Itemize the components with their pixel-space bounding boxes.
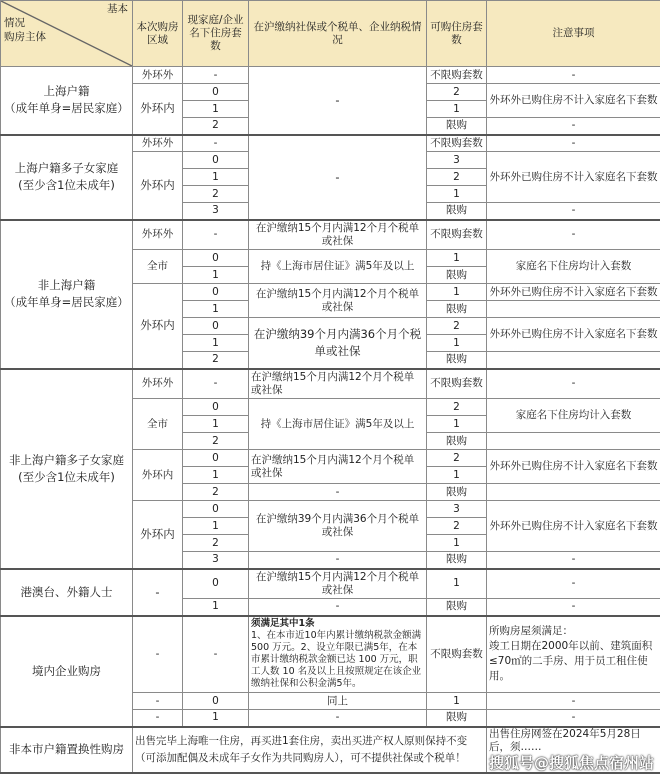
cell: 不限购套数	[427, 616, 487, 693]
cell: -	[183, 616, 249, 693]
cell: 限购	[427, 552, 487, 569]
header-notes: 注意事项	[487, 1, 660, 67]
header-count: 现家庭/企业名下住房套数	[183, 1, 249, 67]
cell: -	[183, 220, 249, 250]
cell: 在沪缴纳15个月内满12个月个税单或社保	[249, 450, 427, 484]
cell: 1	[183, 267, 249, 284]
header-diagonal-cell	[1, 1, 133, 67]
cell: 1	[427, 101, 487, 118]
cell: -	[487, 710, 660, 727]
cell: 2	[183, 186, 249, 203]
buyer-type: 非上海户籍多子女家庭 (至少含1位未成年)	[1, 369, 133, 569]
cell: 在沪缴纳39个月内满36个月个税单或社保	[249, 318, 427, 369]
cell: 外环外已购住房不计入家庭名下套数	[487, 318, 660, 352]
header-row	[1, 1, 660, 67]
cell: 外环内	[133, 284, 183, 369]
cell: -	[133, 710, 183, 727]
cell: 2	[427, 318, 487, 335]
buyer-type: 上海户籍 （成年单身=居民家庭）	[1, 67, 133, 135]
cell: 1	[183, 169, 249, 186]
cell: 1	[427, 335, 487, 352]
cell: 外环外	[133, 135, 183, 152]
cell: 1	[183, 710, 249, 727]
header-buyer: 购房主体	[4, 31, 46, 44]
cell: -	[249, 599, 427, 616]
cell: 1	[183, 416, 249, 433]
cell: 0	[183, 284, 249, 301]
cell: 2	[427, 399, 487, 416]
cell: 1	[183, 301, 249, 318]
cell: 0	[183, 399, 249, 416]
header-situation: 情况	[4, 17, 25, 30]
cell: 1	[427, 467, 487, 484]
cell: 2	[183, 535, 249, 552]
cell: -	[487, 693, 660, 710]
cell: 1	[183, 599, 249, 616]
cell: -	[183, 135, 249, 152]
cell: 0	[183, 318, 249, 335]
cell: 1	[427, 284, 487, 301]
cell: 1	[427, 693, 487, 710]
cell: 全市	[133, 399, 183, 450]
cell: 外环外	[133, 67, 183, 84]
cell: -	[487, 135, 660, 152]
cell: 1	[183, 467, 249, 484]
cell: 1	[427, 569, 487, 599]
cell: 所购房屋须满足： 竣工日期在2000年以前、建筑面积≤70㎡的二手房、用于员工租住使用。	[487, 616, 660, 693]
cell: 外环外已购住房不计入家庭名下套数	[487, 501, 660, 552]
cell: 2	[183, 352, 249, 369]
cell: 全市	[133, 250, 183, 284]
header-area: 本次购房区域	[133, 1, 183, 67]
cell: 1	[183, 518, 249, 535]
cell: 限购	[427, 599, 487, 616]
buyer-type: 非本市户籍置换性购房	[1, 727, 133, 773]
cell: 0	[183, 450, 249, 467]
cell: -	[249, 552, 427, 569]
conditions-title: 须满足其中1条	[251, 618, 424, 630]
cell: 限购	[427, 203, 487, 220]
cell: 家庭名下住房均计入套数	[487, 250, 660, 284]
cell: 0	[183, 501, 249, 518]
cell: -	[183, 369, 249, 399]
watermark: 搜狐号@搜狐焦点宿州站	[489, 754, 658, 772]
cell: 限购	[427, 267, 487, 284]
cell: 外环外已购住房不计入家庭名下套数	[487, 450, 660, 484]
cell: 家庭名下住房均计入套数	[487, 399, 660, 433]
enterprise-conditions	[249, 616, 427, 693]
header-basic: 基本	[107, 3, 128, 16]
cell: 外环内	[133, 84, 183, 135]
cell: 外环内	[133, 152, 183, 220]
cell: 在沪缴纳15个月内满12个月个税单或社保	[249, 369, 427, 399]
cell: 不限购套数	[427, 369, 487, 399]
header-allowed: 可购住房套数	[427, 1, 487, 67]
cell: 2	[427, 518, 487, 535]
cell: 限购	[427, 352, 487, 369]
cell: -	[133, 569, 183, 616]
cell: 2	[183, 433, 249, 450]
cell: -	[487, 203, 660, 220]
cell: 3	[427, 501, 487, 518]
cell: 2	[427, 84, 487, 101]
cell: 出售完毕上海唯一住房，再买进1套住房，卖出买进产权人原则保持不变（可添加配偶及未成年子女作为共同购房人），可不提供社保或个税单！	[133, 727, 487, 773]
cell: -	[487, 118, 660, 135]
cell: -	[249, 710, 427, 727]
cell: 1	[183, 335, 249, 352]
cell: 限购	[427, 433, 487, 450]
cell: -	[133, 693, 183, 710]
cell: -	[487, 67, 660, 84]
cell: -	[133, 616, 183, 693]
cell: -	[487, 552, 660, 569]
cell: 3	[183, 203, 249, 220]
buyer-type: 上海户籍多子女家庭 (至少含1位未成年)	[1, 135, 133, 220]
cell: 外环内	[133, 501, 183, 569]
cell: -	[487, 599, 660, 616]
cell: 在沪缴纳39个月内满36个月个税单或社保	[249, 501, 427, 552]
cell: 1	[427, 416, 487, 433]
cell: -	[249, 484, 427, 501]
cell: 限购	[427, 710, 487, 727]
cell: 1	[427, 535, 487, 552]
cell: -	[249, 67, 427, 135]
cell: 2	[427, 450, 487, 467]
cell: 外环外已购住房不计入家庭名下套数	[487, 284, 660, 301]
cell: 不限购套数	[427, 135, 487, 152]
cell: 外环外	[133, 220, 183, 250]
cell: 限购	[427, 484, 487, 501]
cell: 外环外已购住房不计入家庭名下套数	[487, 84, 660, 118]
header-tax: 在沪缴纳社保或个税单、企业纳税情况	[249, 1, 427, 67]
buyer-type: 境内企业购房	[1, 616, 133, 727]
cell: 限购	[427, 118, 487, 135]
cell: 在沪缴纳15个月内满12个月个税单或社保	[249, 569, 427, 599]
cell: 在沪缴纳15个月内满12个月个税单或社保	[249, 284, 427, 318]
cell: 限购	[427, 301, 487, 318]
cell: 同上	[249, 693, 427, 710]
swap-note: 出售住房网签在2024年5月28日后，须……	[489, 728, 658, 754]
swap-note-cell	[487, 727, 660, 773]
cell: 2	[183, 118, 249, 135]
cell	[487, 301, 660, 318]
cell: 2	[427, 169, 487, 186]
cell: -	[249, 135, 427, 220]
cell: 1	[183, 101, 249, 118]
cell: -	[487, 569, 660, 599]
cell: 持《上海市居住证》满5年及以上	[249, 399, 427, 450]
cell: 0	[183, 84, 249, 101]
cell: 0	[183, 152, 249, 169]
cell: 外环内	[133, 450, 183, 501]
buyer-type: 港澳台、外籍人士	[1, 569, 133, 616]
cell: 0	[183, 693, 249, 710]
cell: 1	[427, 250, 487, 267]
cell	[487, 352, 660, 369]
cell: 0	[183, 569, 249, 599]
cell: 3	[427, 152, 487, 169]
cell	[487, 433, 660, 450]
cell: 3	[183, 552, 249, 569]
cell: 持《上海市居住证》满5年及以上	[249, 250, 427, 284]
cell: 外环外	[133, 369, 183, 399]
cell: -	[487, 220, 660, 250]
cell: 不限购套数	[427, 220, 487, 250]
cell	[487, 484, 660, 501]
cell: 不限购套数	[427, 67, 487, 84]
cell: 外环外已购住房不计入家庭名下套数	[487, 152, 660, 203]
buyer-type: 非上海户籍 （成年单身=居民家庭）	[1, 220, 133, 369]
cell: -	[183, 67, 249, 84]
cell: 1	[427, 186, 487, 203]
cell: 2	[183, 484, 249, 501]
conditions-text: 1、在本市近10年内累计缴纳税款金额满 500 万元。2、设立年限已满5年，在本市累计缴纳税款金额已达 100 万元，职工人数 10 名及以上且按照规定在该企业缴纳社保和公积金满5年。	[251, 630, 421, 689]
cell: 在沪缴纳15个月内满12个月个税单或社保	[249, 220, 427, 250]
cell: 0	[183, 250, 249, 267]
cell: -	[487, 369, 660, 399]
